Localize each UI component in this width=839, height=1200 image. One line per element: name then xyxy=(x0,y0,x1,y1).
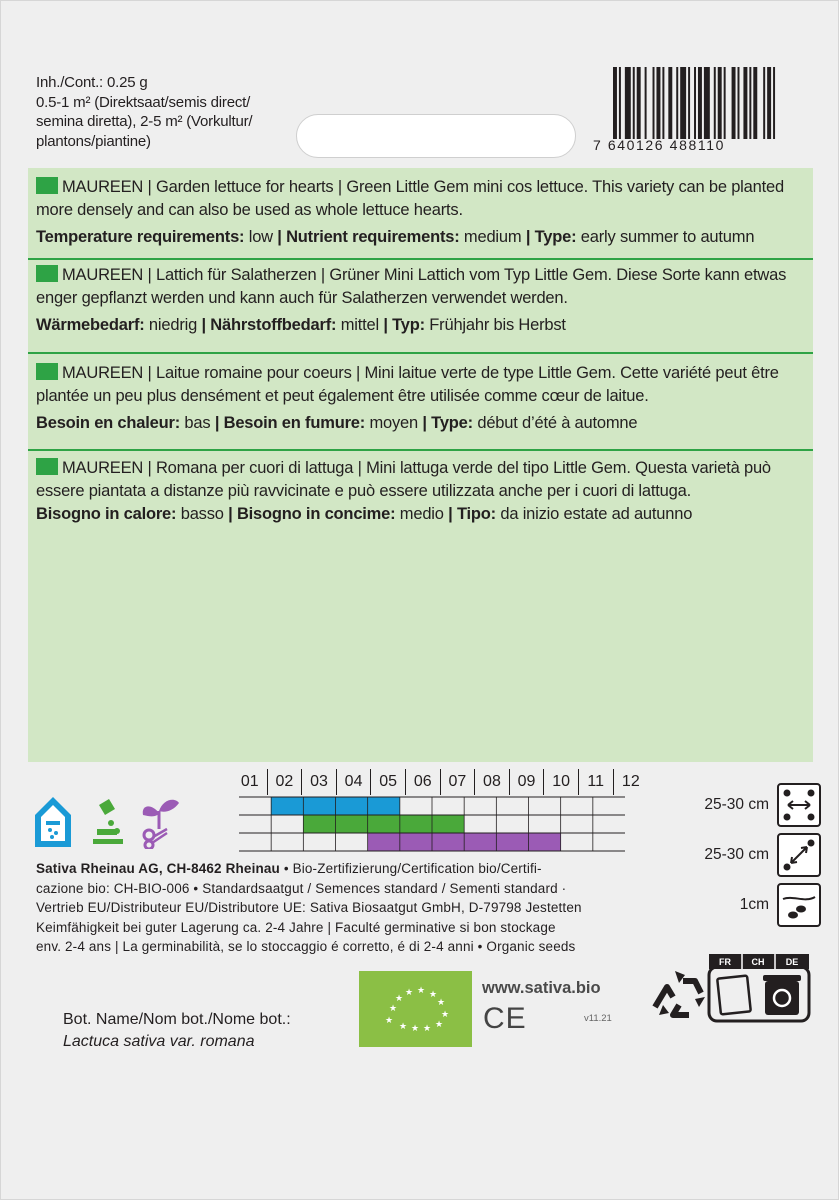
company-line: env. 2-4 ans | La germinabilità, se lo stoccaggio é corretto, é di 2-4 anni • Organic seeds xyxy=(36,939,576,954)
company-line: Vertrieb EU/Distributeur EU/Distributore UE: Sativa Biosaatgut GmbH, D-79798 Jestetten xyxy=(36,900,582,915)
recycle-label-de: DE xyxy=(785,957,799,967)
type-value: da inizio estate ad autunno xyxy=(495,505,693,523)
calendar-month-label: 06 xyxy=(406,769,441,795)
svg-text:★: ★ xyxy=(436,997,446,1007)
recycle-label-ch: CH xyxy=(751,957,765,967)
plant-distance-value: 25-30 cm xyxy=(704,846,769,863)
nutrient-value: moyen xyxy=(365,414,423,432)
calendar-month-label: 08 xyxy=(475,769,510,795)
svg-text:★: ★ xyxy=(404,987,414,997)
calendar-month-label: 01 xyxy=(233,769,268,795)
svg-text:★: ★ xyxy=(416,985,426,995)
type-label: | Tipo: xyxy=(448,505,496,523)
svg-text:★: ★ xyxy=(428,989,438,999)
temperature-value: basso xyxy=(176,505,229,523)
company-name: Sativa Rheinau AG, CH-8462 Rheinau xyxy=(36,861,280,876)
variety-description: MAUREEN | Garden lettuce for hearts | Green Little Gem mini cos lettuce. This variety can be planted xyxy=(62,178,784,196)
green-square-icon xyxy=(36,363,58,380)
svg-text:★: ★ xyxy=(434,1019,444,1029)
row-distance xyxy=(704,783,821,827)
type-label: | Type: xyxy=(525,228,577,246)
botanical-name xyxy=(63,1009,291,1053)
variety-description: MAUREEN | Laitue romaine pour coeurs | Mini laitue verte de type Little Gem. Cette variété peut être xyxy=(62,364,779,382)
svg-text:★: ★ xyxy=(384,1015,394,1025)
company-line: • Bio-Zertifizierung/Certification bio/Certifi- xyxy=(279,861,542,876)
website-link[interactable]: www.sativa.bio xyxy=(482,979,601,997)
requirements-line xyxy=(36,226,806,249)
nutrient-value: medium xyxy=(459,228,526,246)
sowing-depth-value: 1cm xyxy=(739,896,769,913)
contents-line: semina diretta), 2-5 m² (Vorkultur/ xyxy=(36,113,253,130)
requirements-line xyxy=(36,314,806,337)
recycling-info xyxy=(649,951,819,1027)
ce-mark: CE xyxy=(483,1002,527,1035)
type-value: early summer to autumn xyxy=(576,228,755,246)
nutrient-label: | Nutrient requirements: xyxy=(277,228,460,246)
spacing-info xyxy=(641,783,821,933)
type-label: | Typ: xyxy=(383,316,425,334)
requirements-line xyxy=(36,503,806,526)
eu-organic-logo xyxy=(359,971,472,1047)
temperature-label: Temperature requirements: xyxy=(36,228,245,246)
recycle-label-fr: FR xyxy=(719,957,731,967)
type-value: Frühjahr bis Herbst xyxy=(424,316,566,334)
version-label: v11.21 xyxy=(584,1013,612,1024)
svg-text:★: ★ xyxy=(388,1003,398,1013)
calendar-grid xyxy=(239,795,625,857)
type-label: | Type: xyxy=(422,414,473,432)
sowing-depth xyxy=(740,883,821,927)
svg-text:★: ★ xyxy=(394,993,404,1003)
botanical-name-value: Lactuca sativa var. romana xyxy=(63,1033,255,1050)
nutrient-label: | Bisogno in concime: xyxy=(228,505,396,523)
variety-description: MAUREEN | Romana per cuori di lattuga | Mini lattuga verde del tipo Little Gem. Questa varietà può xyxy=(62,459,771,477)
green-square-icon xyxy=(36,177,58,194)
company-info xyxy=(36,859,636,957)
activity-pictograms xyxy=(33,793,193,849)
harvest-scissors-icon xyxy=(143,800,179,849)
svg-text:★: ★ xyxy=(410,1023,420,1033)
hang-hole xyxy=(296,114,576,158)
barcode-bars xyxy=(611,67,781,139)
nutrient-value: medio xyxy=(395,505,449,523)
barcode xyxy=(591,67,781,157)
type-value: début d’été à automne xyxy=(472,414,638,432)
row-distance-value: 25-30 cm xyxy=(704,796,769,813)
variety-description: MAUREEN | Lattich für Salatherzen | Grüner Mini Lattich vom Typ Little Gem. Diese Sorte kann etwas xyxy=(62,266,787,284)
calendar-month-label: 07 xyxy=(441,769,476,795)
svg-text:★: ★ xyxy=(422,1023,432,1033)
calendar-month-label: 10 xyxy=(544,769,579,795)
svg-text:★: ★ xyxy=(440,1009,450,1019)
barcode-number: 7 640126 488110 xyxy=(593,137,725,153)
contents-line: Inh./Cont.: 0.25 g xyxy=(36,74,148,91)
calendar-bar-planting-out xyxy=(303,815,464,833)
sowing-calendar xyxy=(233,769,640,857)
variety-description-cont: essere piantata a distanze più ravvicinate e può essere utilizzata anche per i cuori di lattuga. xyxy=(36,482,691,500)
temperature-value: niedrig xyxy=(144,316,202,334)
requirements-line xyxy=(36,412,806,435)
variety-description-cont: plantée un peu plus densément et peut également être utilisée comme cœur de laitue. xyxy=(36,387,649,405)
planting-out-icon xyxy=(93,799,123,844)
calendar-month-label: 05 xyxy=(371,769,406,795)
variety-block-en xyxy=(36,176,806,249)
nutrient-label: | Nährstoffbedarf: xyxy=(201,316,337,334)
green-square-icon xyxy=(36,265,58,282)
temperature-label: Besoin en chaleur: xyxy=(36,414,181,432)
calendar-month-label: 12 xyxy=(621,773,640,790)
nutrient-value: mittel xyxy=(336,316,384,334)
row-distance-icon xyxy=(777,783,821,827)
botanical-name-label: Bot. Name/Nom bot./Nome bot.: xyxy=(63,1011,291,1028)
contents-line: 0.5-1 m² (Direktsaat/semis direct/ xyxy=(36,93,251,111)
calendar-month-label: 04 xyxy=(337,769,372,795)
plant-distance xyxy=(704,833,821,877)
green-square-icon xyxy=(36,458,58,475)
calendar-month-label: 11 xyxy=(579,769,614,795)
contents-info xyxy=(36,73,296,151)
section-divider xyxy=(28,258,813,260)
variety-block-de xyxy=(36,264,806,337)
fr-sorting-info-icon xyxy=(709,954,809,1021)
greenhouse-sowing-icon xyxy=(35,797,71,847)
variety-description-cont: more densely and can also be used as whole lettuce hearts. xyxy=(36,201,463,219)
variety-info-panel xyxy=(28,168,813,762)
calendar-month-header xyxy=(233,769,648,795)
nutrient-label: | Besoin en fumure: xyxy=(214,414,366,432)
section-divider xyxy=(28,352,813,354)
calendar-month-label: 03 xyxy=(302,769,337,795)
contents-line: plantons/piantine) xyxy=(36,132,151,150)
temperature-value: bas xyxy=(180,414,215,432)
plant-distance-icon xyxy=(777,833,821,877)
sowing-depth-icon xyxy=(777,883,821,927)
company-line: cazione bio: CH-BIO-006 • Standardsaatgut / Semences standard / Sementi standard · xyxy=(36,880,567,896)
svg-text:★: ★ xyxy=(398,1021,408,1031)
company-line: Keimfähigkeit bei guter Lagerung ca. 2-4 Jahre | Faculté germinative si bon stockage xyxy=(36,919,556,935)
variety-description-cont: enger gepflanzt werden und kann auch für Salatherzen verwendet werden. xyxy=(36,289,568,307)
temperature-label: Wärmebedarf: xyxy=(36,316,145,334)
section-divider xyxy=(28,449,813,451)
temperature-value: low xyxy=(244,228,278,246)
temperature-label: Bisogno in calore: xyxy=(36,505,177,523)
recycle-icon xyxy=(655,971,705,1015)
calendar-month-label: 02 xyxy=(268,769,303,795)
variety-block-fr xyxy=(36,362,806,435)
calendar-month-label: 09 xyxy=(510,769,545,795)
variety-block-it xyxy=(36,457,806,526)
